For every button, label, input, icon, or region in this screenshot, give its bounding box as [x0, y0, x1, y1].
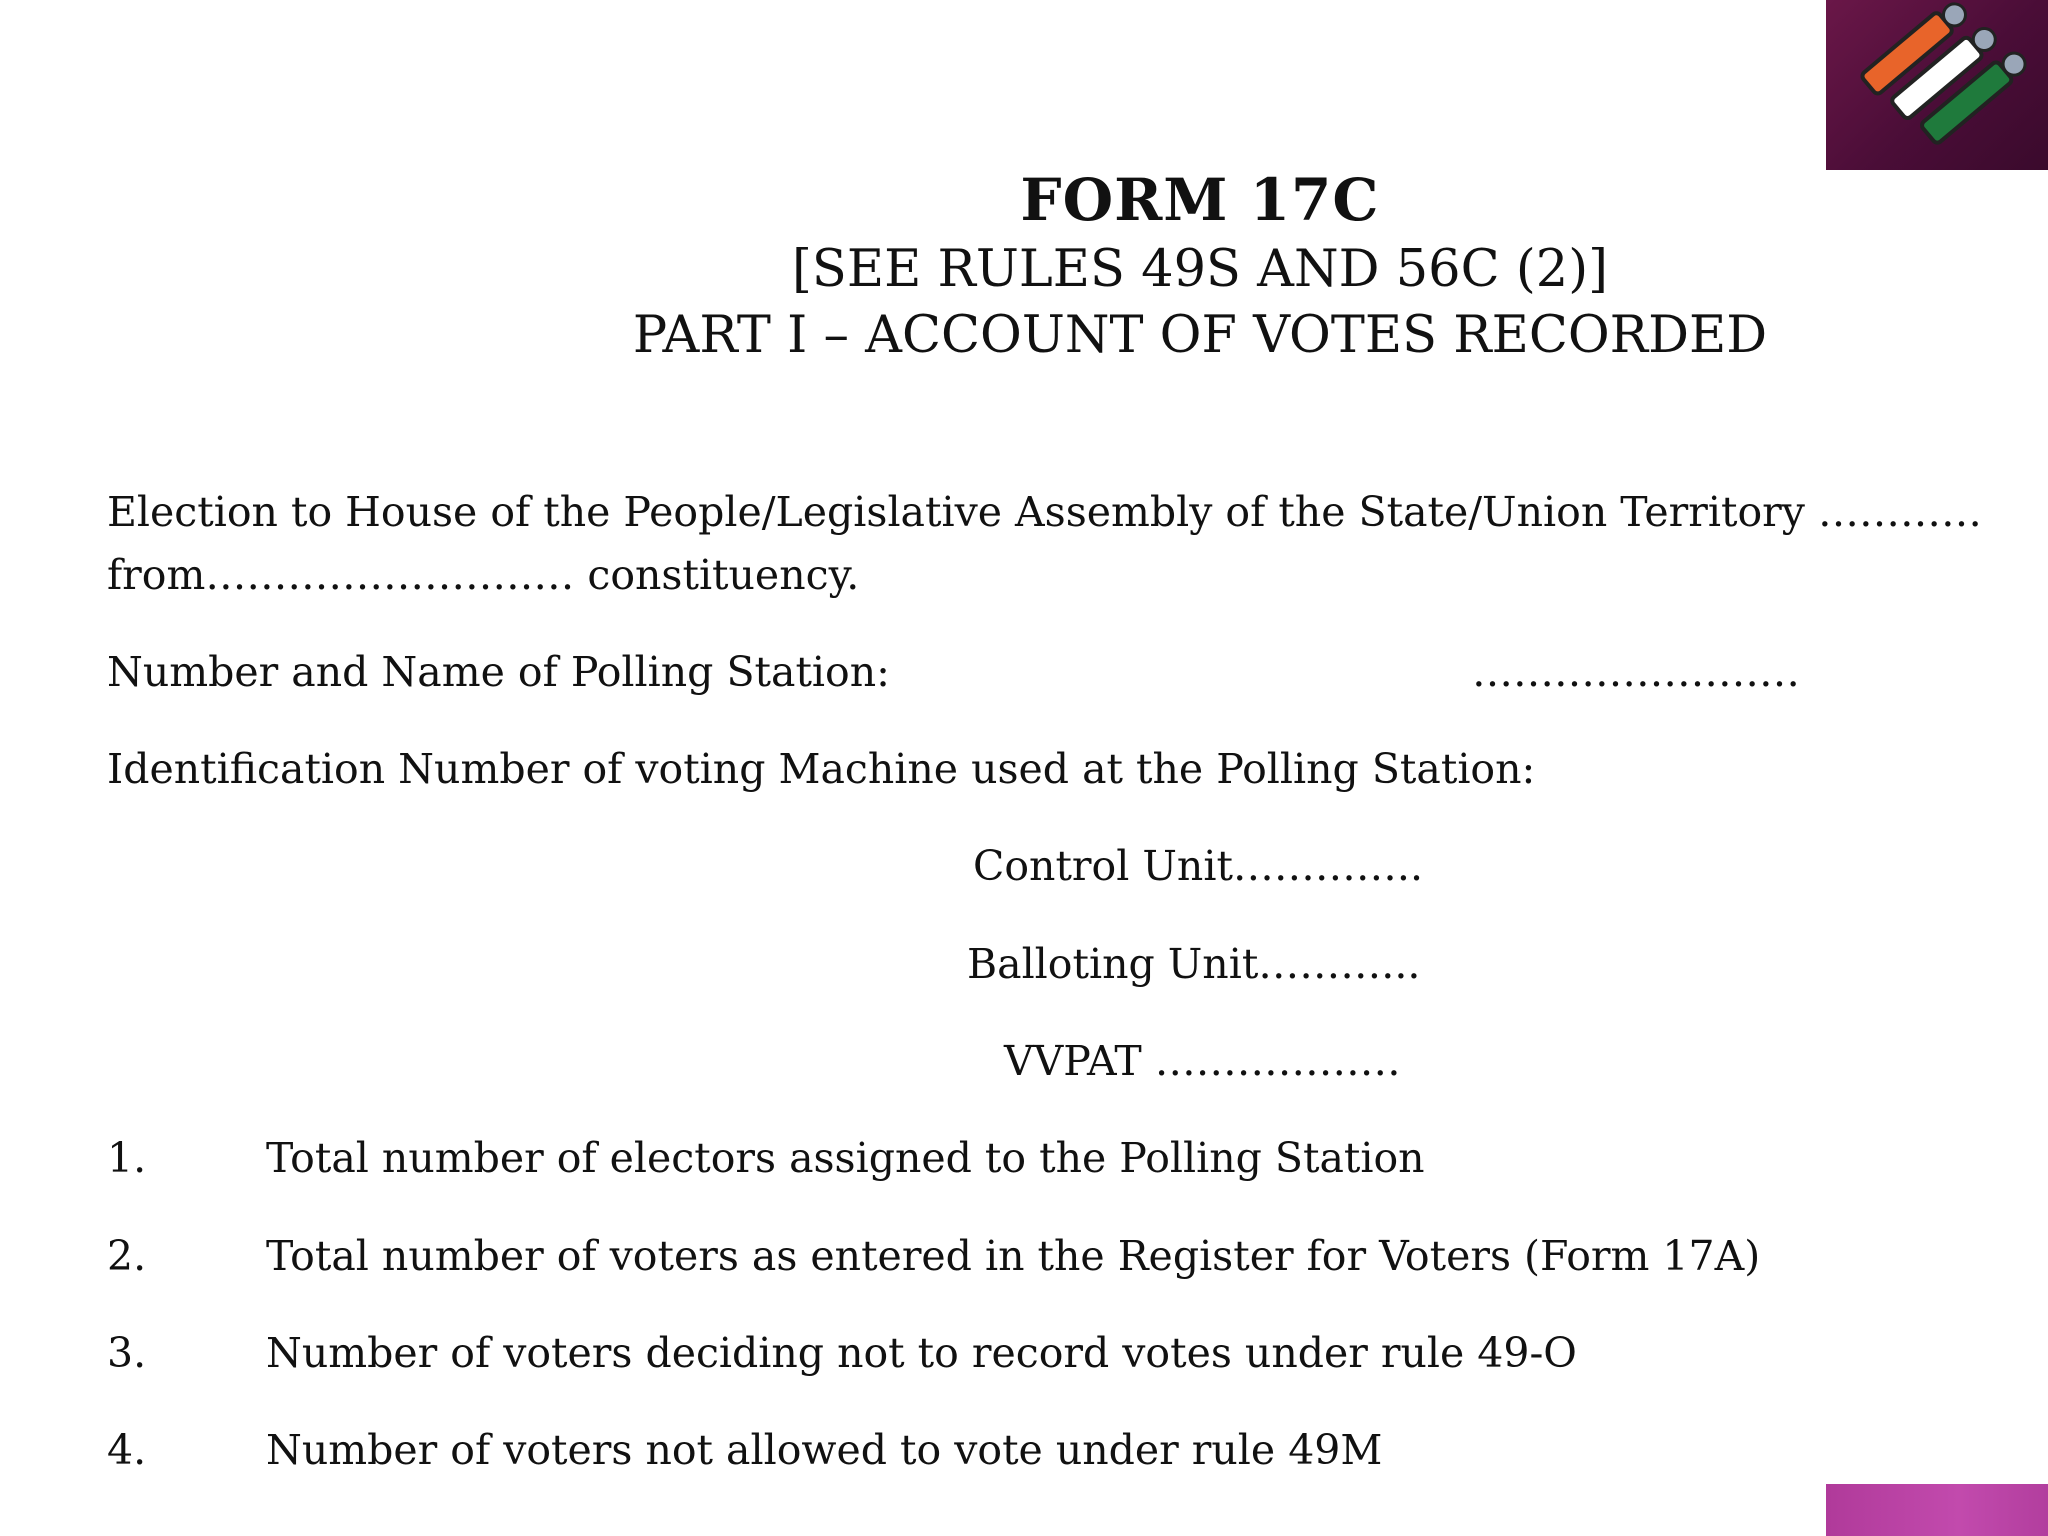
item-text: Total number of electors assigned to the Polling Station [266, 1134, 1425, 1182]
item-text: Total number of voters as entered in the Register for Voters (Form 17A) [266, 1232, 1761, 1280]
form-title: FORM 17C [1020, 166, 1380, 234]
election-line-1: Election to House of the People/Legislative Assembly of the State/Union Territory ………… [107, 488, 1982, 536]
vvpat-field: VVPAT ……………… [1004, 1037, 1401, 1085]
decorative-corner-bar [1826, 1484, 2048, 1536]
item-number: 4. [107, 1426, 147, 1474]
item-number: 1. [107, 1134, 147, 1182]
polling-station-label: Number and Name of Polling Station: [107, 648, 890, 696]
rules-reference: [SEE RULES 49S AND 56C (2)] [792, 240, 1608, 299]
polling-station-field: …………………… [1472, 648, 1800, 696]
control-unit-field: Control Unit………….. [973, 842, 1423, 890]
balloting-unit-field: Balloting Unit………... [967, 940, 1421, 988]
item-text: Number of voters deciding not to record votes under rule 49-O [266, 1329, 1577, 1377]
election-logo-icon [1826, 0, 2048, 170]
machine-id-label: Identification Number of voting Machine used at the Polling Station: [107, 745, 1536, 793]
item-text: Number of voters not allowed to vote under rule 49M [266, 1426, 1383, 1474]
item-number: 2. [107, 1232, 147, 1280]
part-title: PART I – ACCOUNT OF VOTES RECORDED [632, 306, 1768, 365]
election-line-2: from……………………… constituency. [107, 551, 860, 599]
item-number: 3. [107, 1329, 147, 1377]
